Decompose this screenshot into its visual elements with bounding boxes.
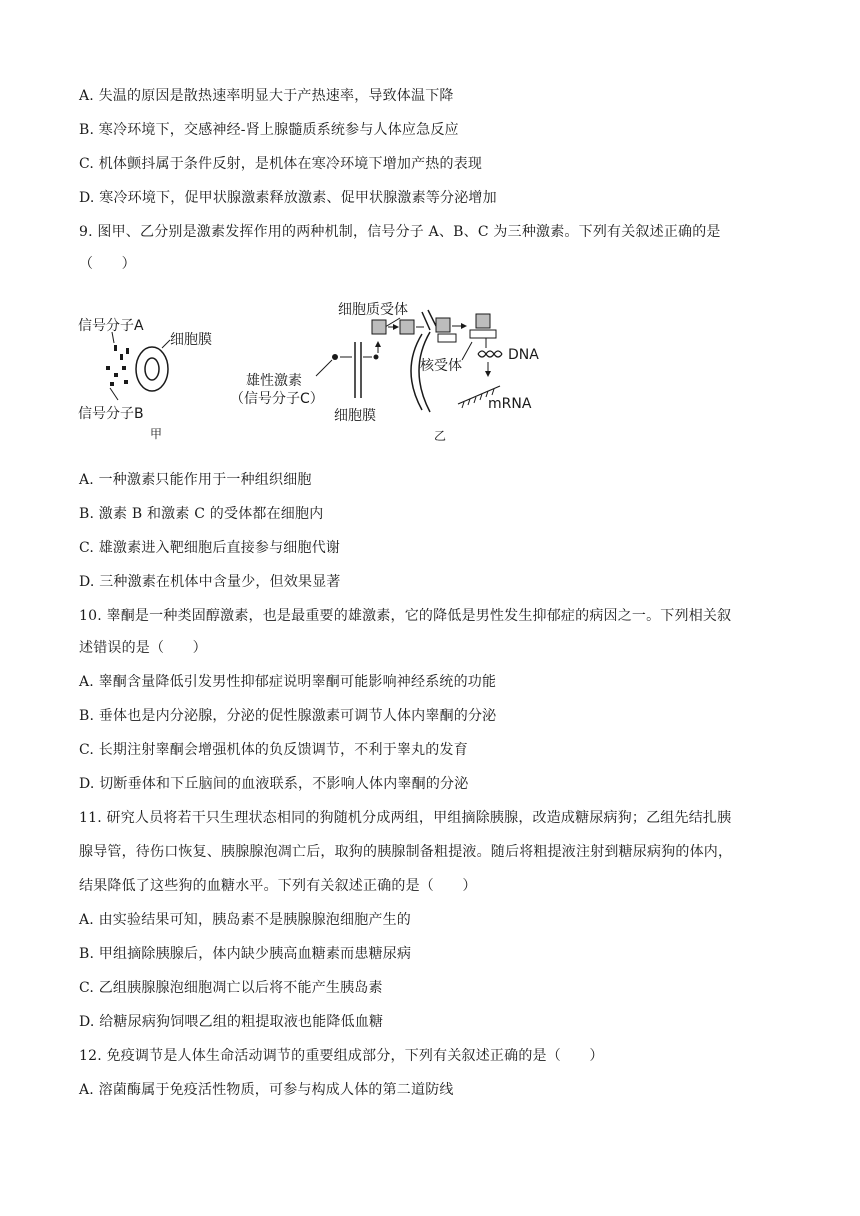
signal-a-molecules [112, 332, 129, 360]
q11-stem-line1: 11. 研究人员将若干只生理状态相同的狗随机分成两组，甲组摘除胰腺，改造成糖尿病狗；乙组先结扎胰 [79, 810, 732, 826]
yi-signal-c-label: （信号分子C） [230, 391, 324, 407]
yi-nuclear-receptor-label: 核受体 [420, 358, 462, 374]
dna-helix-icon [478, 351, 502, 357]
figure-jia [78, 318, 212, 441]
q11-option-c: C. 乙组胰腺腺泡细胞凋亡以后将不能产生胰岛素 [79, 980, 383, 996]
yi-membrane-label: 细胞膜 [334, 408, 376, 424]
q11-stem-line2: 腺导管，待伤口恢复、胰腺腺泡凋亡后，取狗的胰腺制备粗提液。随后将粗提液注射到糖尿病狗的体内， [79, 844, 733, 860]
q10-stem-line2: 述错误的是（ ） [79, 640, 207, 656]
jia-signal-b-label: 信号分子B [78, 406, 144, 422]
q9-stem: 9. 图甲、乙分别是激素发挥作用的两种机制，信号分子 A、B、C 为三种激素。下列有关叙述正确的是 [79, 224, 721, 240]
q8-option-d: D. 寒冷环境下，促甲状腺激素释放激素、促甲状腺激素等分泌增加 [79, 190, 497, 206]
q11-option-d: D. 给糖尿病狗饲喂乙组的粗提取液也能降低血糖 [79, 1014, 384, 1030]
q12-stem: 12. 免疫调节是人体生命活动调节的重要组成部分，下列有关叙述正确的是（ ） [79, 1048, 604, 1064]
q8-option-c: C. 机体颤抖属于条件反射，是机体在寒冷环境下增加产热的表现 [79, 156, 483, 172]
q12-option-a: A. 溶菌酶属于免疫活性物质，可参与构成人体的第二道防线 [79, 1082, 454, 1098]
q11-option-a: A. 由实验结果可知，胰岛素不是胰腺腺泡细胞产生的 [79, 912, 412, 928]
q8-option-a: A. 失温的原因是散热速率明显大于产热速率，导致体温下降 [79, 88, 454, 104]
q10-stem-line1: 10. 睾酮是一种类固醇激素，也是最重要的雄激素，它的降低是男性发生抑郁症的病因之一。下列相关叙 [79, 608, 732, 624]
q11-stem-line3: 结果降低了这些狗的血糖水平。下列有关叙述正确的是（ ） [79, 878, 477, 894]
yi-caption: 乙 [434, 429, 447, 443]
yi-cytoplasm-receptor-label: 细胞质受体 [338, 302, 408, 318]
signal-b-molecules [106, 366, 128, 400]
yi-mrna-label: mRNA [488, 396, 532, 412]
jia-caption: 甲 [150, 427, 163, 441]
q8-option-b: B. 寒冷环境下，交感神经-肾上腺髓质系统参与人体应急反应 [79, 122, 459, 138]
q9-figure [70, 290, 590, 450]
q11-option-b: B. 甲组摘除胰腺后，体内缺少胰高血糖素而患糖尿病 [79, 946, 412, 962]
yi-dna-label: DNA [508, 347, 539, 363]
jia-membrane-label: 细胞膜 [170, 332, 212, 348]
q9-option-c: C. 雄激素进入靶细胞后直接参与细胞代谢 [79, 540, 341, 556]
androgen-molecule [332, 354, 338, 360]
yi-cell-membrane [355, 342, 361, 398]
q10-option-c: C. 长期注射睾酮会增强机体的负反馈调节，不利于睾丸的发育 [79, 742, 468, 758]
q10-option-a: A. 睾酮含量降低引发男性抑郁症说明睾酮可能影响神经系统的功能 [79, 674, 497, 690]
jia-cell [136, 340, 170, 391]
q10-option-b: B. 垂体也是内分泌腺，分泌的促性腺激素可调节人体内睾酮的分泌 [79, 708, 497, 724]
yi-androgen-label: 雄性激素 [246, 373, 302, 389]
q9-option-d: D. 三种激素在机体中含量少，但效果显著 [79, 574, 341, 590]
q9-option-b: B. 激素 B 和激素 C 的受体都在细胞内 [79, 506, 324, 522]
q9-option-a: A. 一种激素只能作用于一种组织细胞 [79, 472, 312, 488]
q9-answer-bracket: （ ） [79, 256, 136, 272]
figure-yi [230, 301, 539, 443]
q10-option-d: D. 切断垂体和下丘脑间的血液联系，不影响人体内睾酮的分泌 [79, 776, 469, 792]
jia-signal-a-label: 信号分子A [78, 318, 144, 334]
